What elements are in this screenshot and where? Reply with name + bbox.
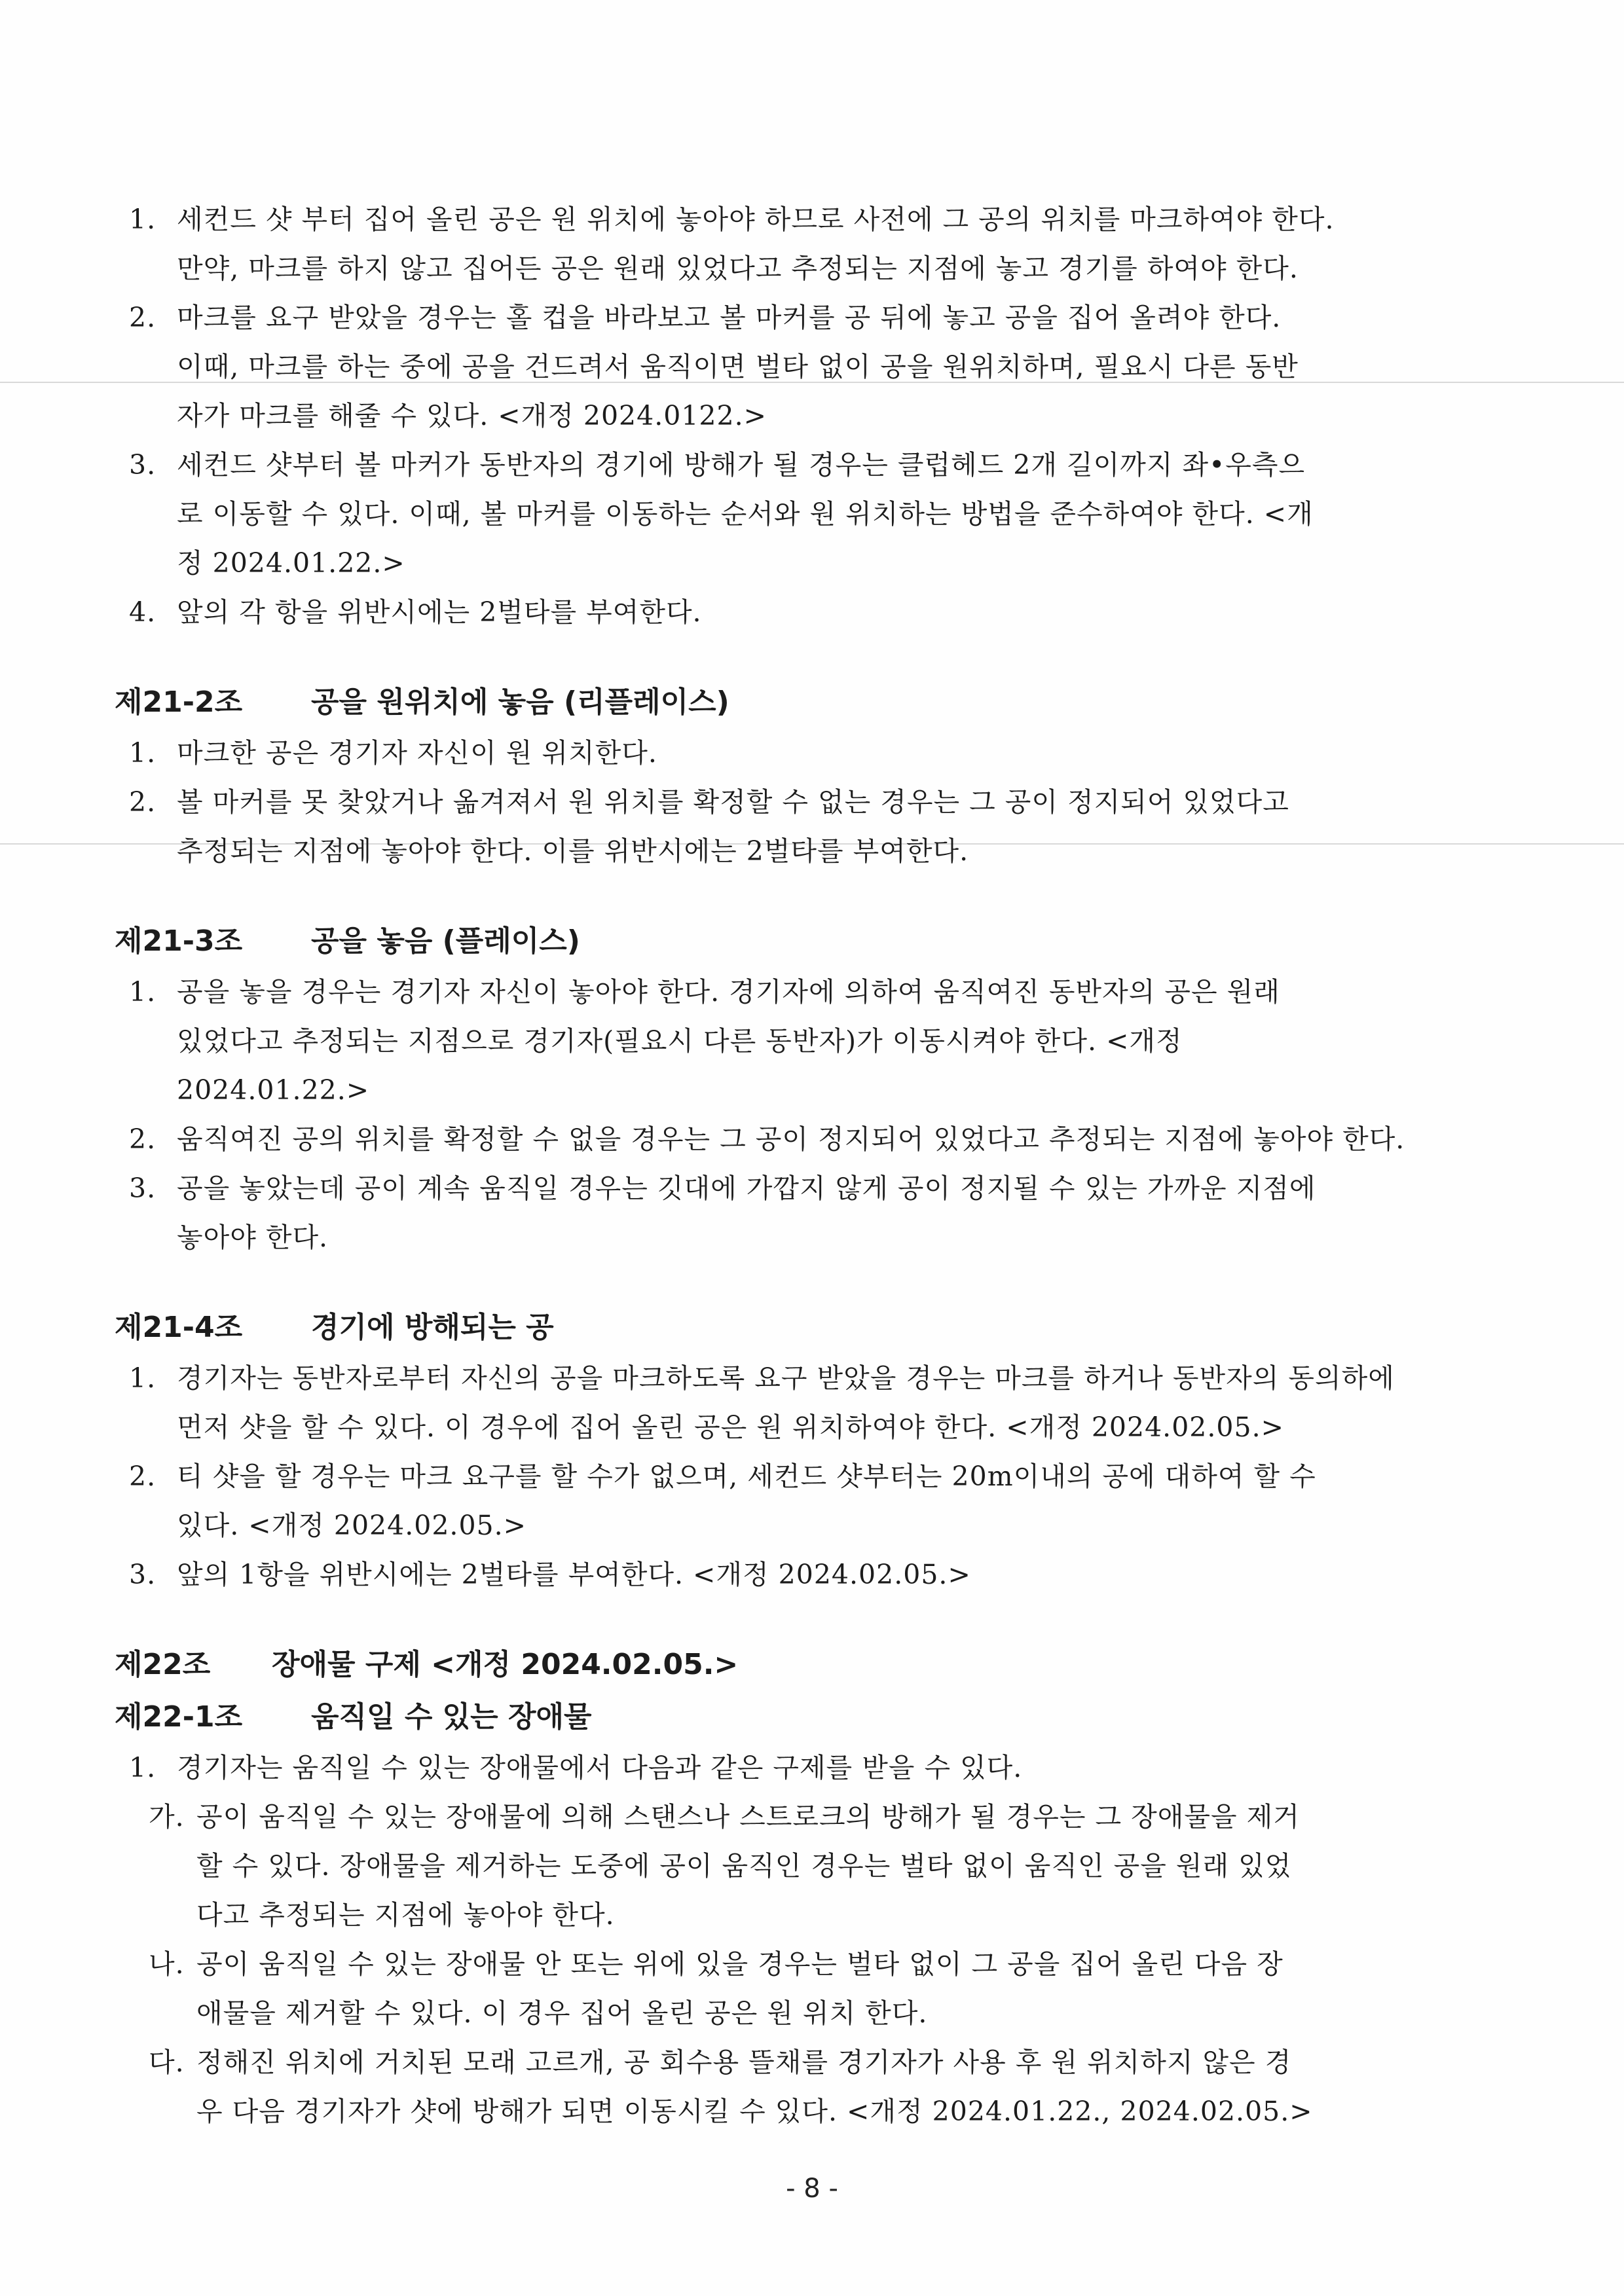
item-text: 정해진 위치에 거치된 모래 고르개, 공 회수용 뜰채를 경기자가 사용 후 원 위치하지 않은 경 xyxy=(196,2047,1292,2078)
item-text: 공이 움직일 수 있는 장애물 안 또는 위에 있을 경우는 벌타 없이 그 공을 집어 올린 다음 장 xyxy=(196,1948,1283,1980)
item-text: 티 샷을 할 경우는 마크 요구를 할 수가 없으며, 세컨드 샷부터는 20m이내의 공에 대하여 할 수 xyxy=(177,1461,1316,1492)
item-line xyxy=(131,1452,1513,1501)
item-line xyxy=(131,441,1513,490)
item-number: 가. xyxy=(149,1801,185,1832)
list-item xyxy=(131,968,1513,1115)
list-item xyxy=(131,1743,1513,1793)
item-line xyxy=(131,729,1513,778)
page-content xyxy=(0,195,1624,2136)
sub-list-item xyxy=(151,2038,1513,2136)
item-number: 1. xyxy=(129,204,157,235)
item-line xyxy=(131,1743,1513,1793)
sub-list-item xyxy=(151,1940,1513,2038)
item-line xyxy=(151,1793,1513,1842)
chapter-heading xyxy=(115,1639,1624,1691)
item-line xyxy=(131,195,1513,244)
item-number: 2. xyxy=(129,786,157,818)
item-number: 1. xyxy=(129,1362,157,1394)
article-title: 장애물 구제 <개정 2024.02.05.> xyxy=(272,1648,739,1681)
item-line: 먼저 샷을 할 수 있다. 이 경우에 집어 올린 공은 원 위치하여야 한다. <개정 2024.02.05.> xyxy=(177,1412,1284,1443)
item-line xyxy=(131,1550,1513,1599)
item-text: 앞의 1항을 위반시에는 2벌타를 부여한다. <개정 2024.02.05.> xyxy=(177,1559,971,1590)
item-line: 애물을 제거할 수 있다. 이 경우 집어 올린 공은 원 위치 한다. xyxy=(196,1997,928,2029)
item-number: 3. xyxy=(129,1559,157,1590)
list-item xyxy=(131,1452,1513,1550)
page-number: - 8 - xyxy=(786,2174,838,2204)
item-text: 경기자는 동반자로부터 자신의 공을 마크하도록 요구 받았을 경우는 마크를 하거나 동반자의 동의하에 xyxy=(177,1362,1395,1394)
item-line xyxy=(151,1940,1513,1989)
list-item xyxy=(131,778,1513,876)
item-number: 다. xyxy=(149,2047,185,2078)
list-item xyxy=(131,588,1513,637)
item-text: 앞의 각 항을 위반시에는 2벌타를 부여한다. xyxy=(177,596,702,628)
item-number: 3. xyxy=(129,1173,157,1204)
article-number: 제21-3조 xyxy=(115,924,243,958)
item-text: 움직여진 공의 위치를 확정할 수 없을 경우는 그 공이 정지되어 있었다고 추정되는 지점에 놓아야 한다. xyxy=(177,1123,1405,1155)
item-line xyxy=(131,778,1513,827)
item-text: 세컨드 샷 부터 집어 올린 공은 원 위치에 놓아야 하므로 사전에 그 공의 위치를 마크하여야 한다. xyxy=(177,204,1335,235)
item-number: 나. xyxy=(149,1948,185,1980)
item-text: 공이 움직일 수 있는 장애물에 의해 스탠스나 스트로크의 방해가 될 경우는 그 장애물을 제거 xyxy=(196,1801,1300,1832)
list-item xyxy=(131,1115,1513,1164)
section-heading xyxy=(115,915,1624,968)
item-line xyxy=(131,1354,1513,1403)
item-text: 마크한 공은 경기자 자신이 원 위치한다. xyxy=(177,737,657,769)
item-number: 1. xyxy=(129,976,157,1008)
item-line: 자가 마크를 해줄 수 있다. <개정 2024.0122.> xyxy=(177,400,767,431)
list-item xyxy=(131,195,1513,293)
article-number: 제22-1조 xyxy=(115,1700,243,1734)
item-text: 경기자는 움직일 수 있는 장애물에서 다음과 같은 구제를 받을 수 있다. xyxy=(177,1752,1023,1783)
item-line xyxy=(131,1115,1513,1164)
item-line xyxy=(131,1164,1513,1213)
item-number: 1. xyxy=(129,1752,157,1783)
item-text: 공을 놓았는데 공이 계속 움직일 경우는 깃대에 가깝지 않게 공이 정지될 수 있는 가까운 지점에 xyxy=(177,1173,1316,1204)
list-item xyxy=(131,293,1513,441)
item-line: 추정되는 지점에 놓아야 한다. 이를 위반시에는 2벌타를 부여한다. xyxy=(177,835,969,867)
article-title: 경기에 방해되는 공 xyxy=(311,1311,554,1344)
section-heading xyxy=(115,676,1624,729)
list-item xyxy=(131,441,1513,588)
item-line xyxy=(131,968,1513,1017)
item-line: 놓아야 한다. xyxy=(177,1222,329,1253)
list-item xyxy=(131,1164,1513,1262)
list-item xyxy=(131,1354,1513,1452)
item-number: 2. xyxy=(129,1123,157,1155)
item-text: 세컨드 샷부터 볼 마커가 동반자의 경기에 방해가 될 경우는 클럽헤드 2개 길이까지 좌•우측으 xyxy=(177,449,1306,481)
item-line xyxy=(151,2038,1513,2087)
item-line xyxy=(131,588,1513,637)
sub-list-item xyxy=(151,1793,1513,1940)
list-item xyxy=(131,1550,1513,1599)
section-heading xyxy=(115,1302,1624,1354)
item-line: 2024.01.22.> xyxy=(177,1074,370,1106)
item-line: 우 다음 경기자가 샷에 방해가 되면 이동시킬 수 있다. <개정 2024.01.22., 2024.02.05.> xyxy=(196,2096,1313,2127)
article-title: 공을 놓음 (플레이스) xyxy=(311,924,580,958)
item-number: 3. xyxy=(129,449,157,481)
item-line: 정 2024.01.22.> xyxy=(177,547,405,579)
item-line: 이때, 마크를 하는 중에 공을 건드려서 움직이면 벌타 없이 공을 원위치하며, 필요시 다른 동반 xyxy=(177,351,1299,382)
article-number: 제21-2조 xyxy=(115,685,243,719)
item-number: 2. xyxy=(129,1461,157,1492)
item-line: 만약, 마크를 하지 않고 집어든 공은 원래 있었다고 추정되는 지점에 놓고 경기를 하여야 한다. xyxy=(177,253,1299,284)
item-line: 할 수 있다. 장애물을 제거하는 도중에 공이 움직인 경우는 벌타 없이 움직인 공을 원래 있었 xyxy=(196,1850,1292,1882)
item-line: 있었다고 추정되는 지점으로 경기자(필요시 다른 동반자)가 이동시켜야 한다. <개정 xyxy=(177,1025,1183,1057)
article-number: 제22조 xyxy=(115,1648,211,1681)
article-title: 공을 원위치에 놓음 (리플레이스) xyxy=(311,685,729,719)
item-line: 있다. <개정 2024.02.05.> xyxy=(177,1510,527,1541)
item-number: 4. xyxy=(129,596,157,628)
article-title: 움직일 수 있는 장애물 xyxy=(311,1700,592,1734)
item-number: 1. xyxy=(129,737,157,769)
item-text: 공을 놓을 경우는 경기자 자신이 놓아야 한다. 경기자에 의하여 움직여진 동반자의 공은 원래 xyxy=(177,976,1280,1008)
top-item-list xyxy=(0,195,1624,637)
item-line: 다고 추정되는 지점에 놓아야 한다. xyxy=(196,1899,615,1931)
item-text: 볼 마커를 못 찾았거나 옮겨져서 원 위치를 확정할 수 없는 경우는 그 공이 정지되어 있었다고 xyxy=(177,786,1289,818)
list-item xyxy=(131,729,1513,778)
section-heading xyxy=(115,1691,1624,1743)
item-line xyxy=(131,293,1513,342)
article-number: 제21-4조 xyxy=(115,1311,243,1344)
item-text: 마크를 요구 받았을 경우는 홀 컵을 바라보고 볼 마커를 공 뒤에 놓고 공을 집어 올려야 한다. xyxy=(177,302,1282,333)
item-number: 2. xyxy=(129,302,157,333)
item-line: 로 이동할 수 있다. 이때, 볼 마커를 이동하는 순서와 원 위치하는 방법을 준수하여야 한다. <개 xyxy=(177,498,1314,530)
